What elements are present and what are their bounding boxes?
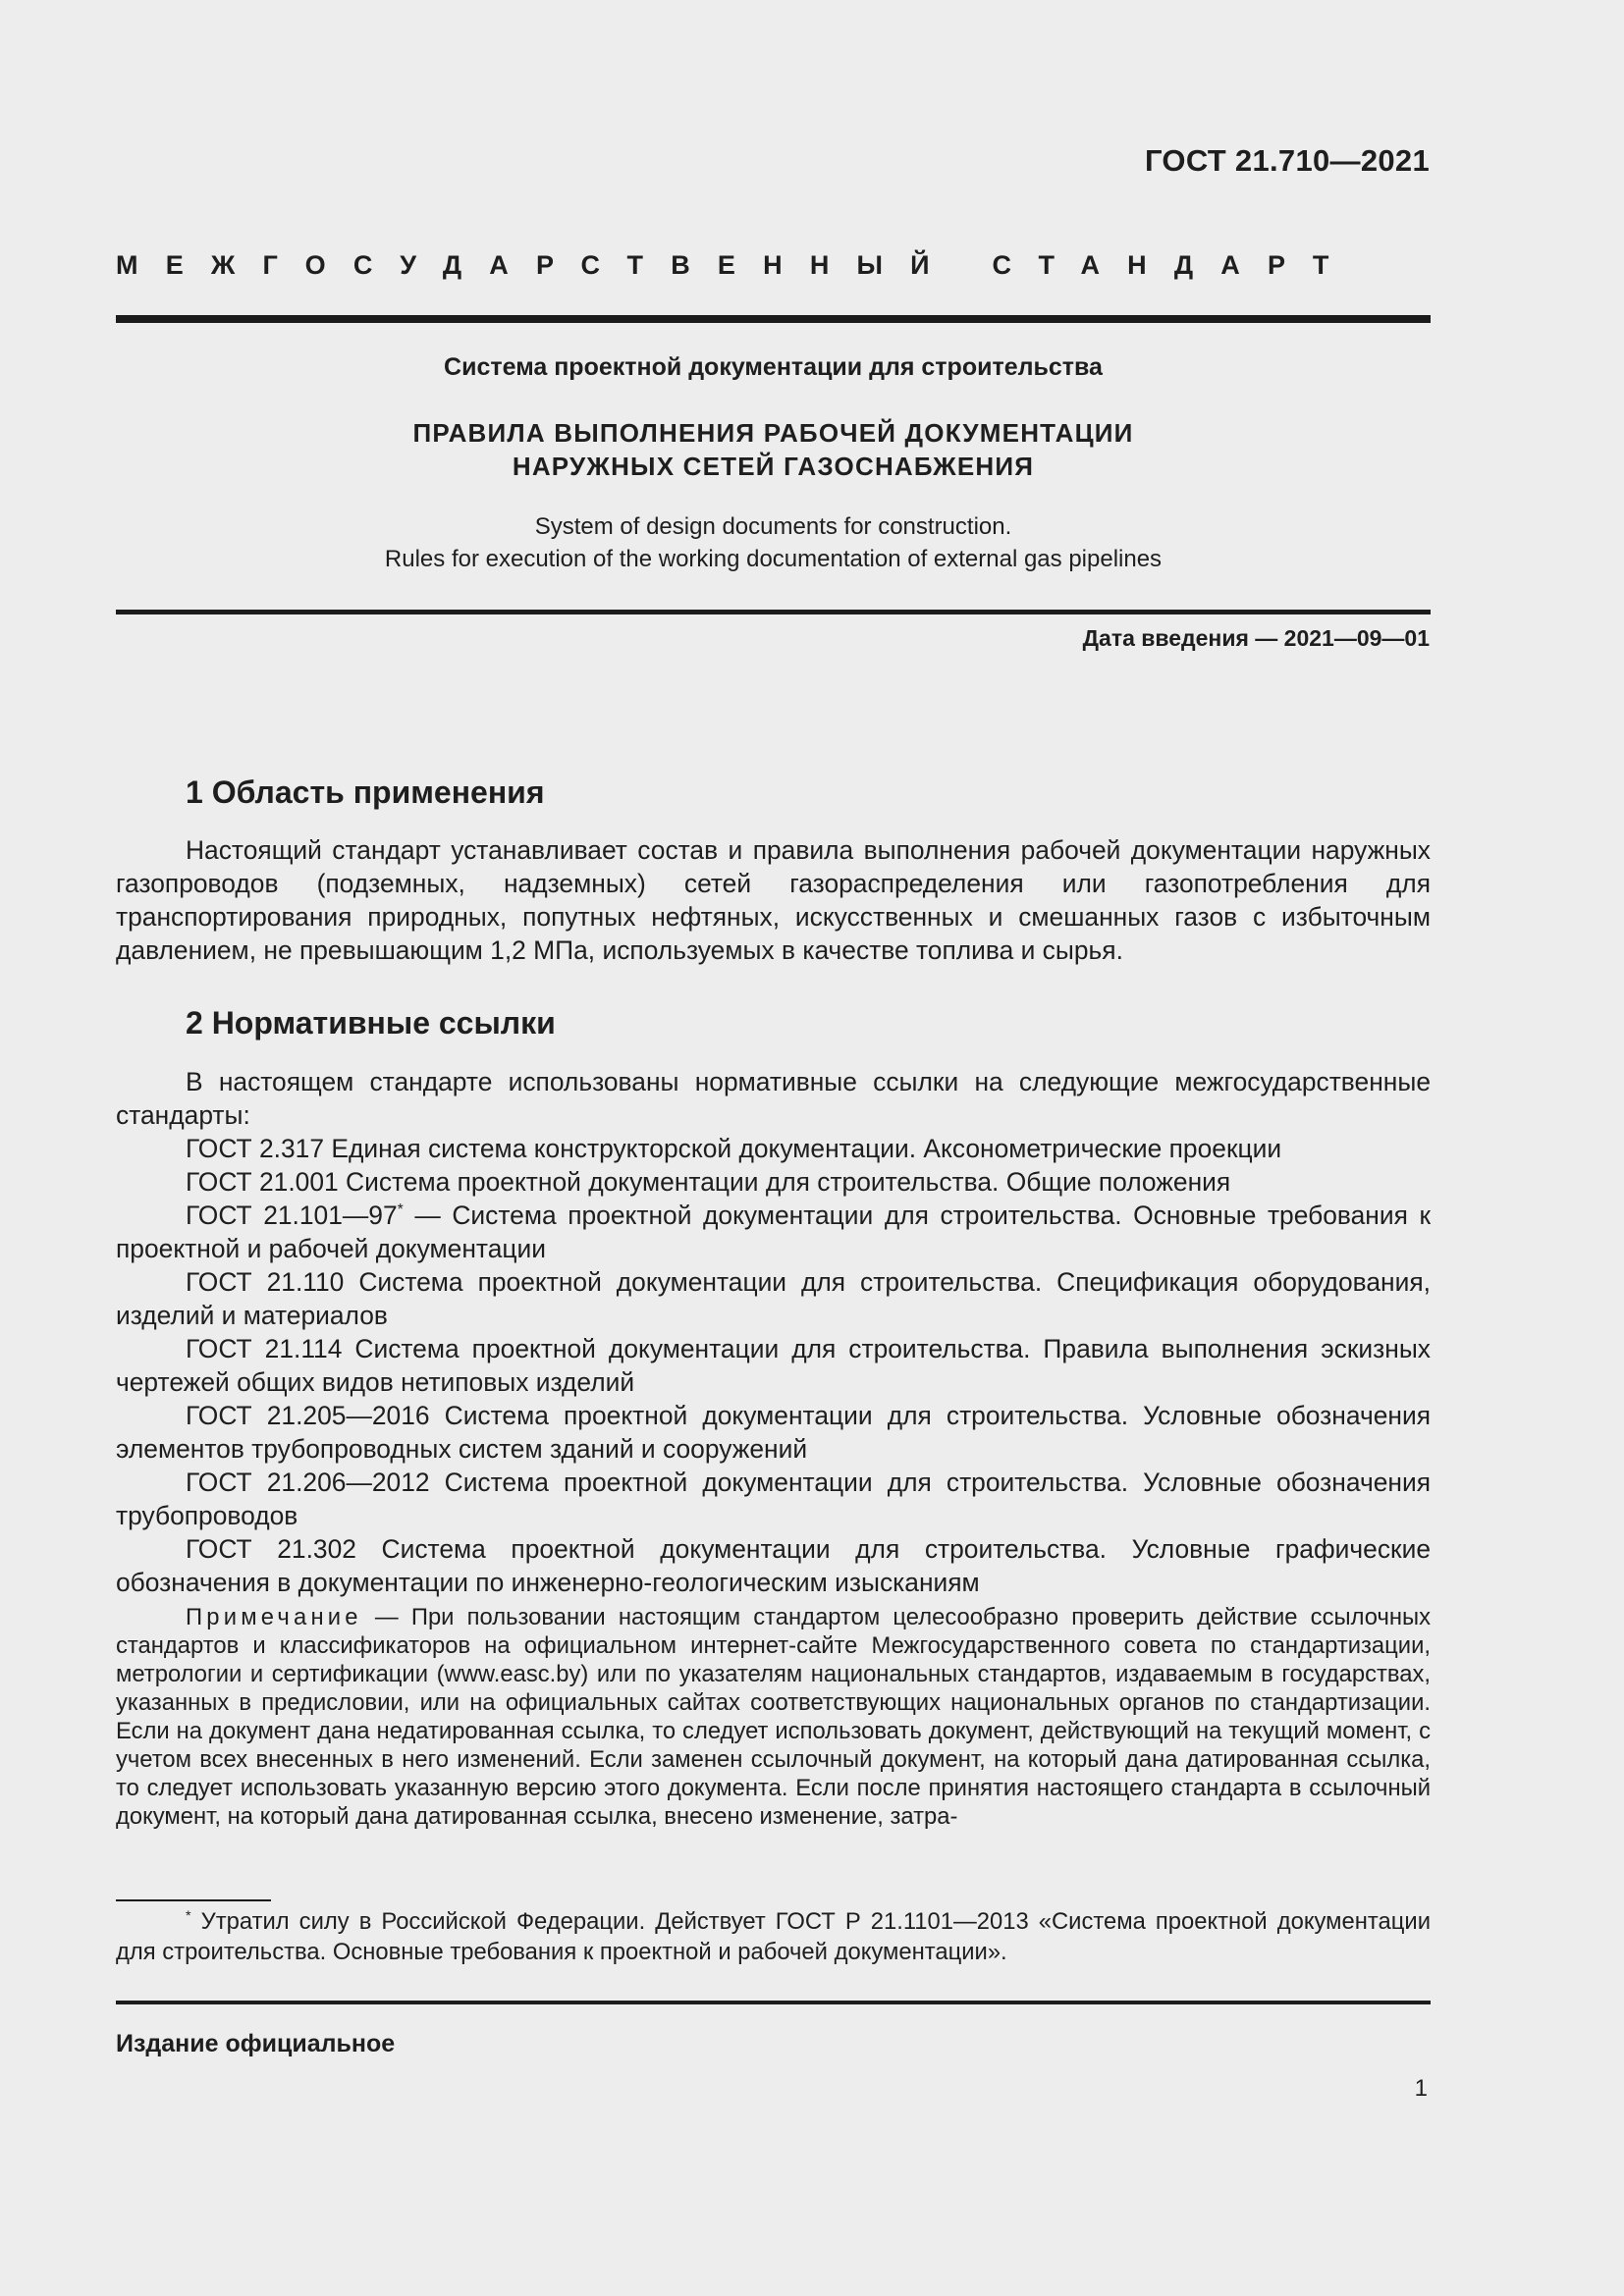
ref-item: ГОСТ 21.206—2012 Система проектной документации для строительства. Условные обозначения трубопроводов [116, 1468, 1431, 1530]
note-label: Примечание [186, 1604, 362, 1630]
ref-code: ГОСТ 21.101—97 [186, 1201, 398, 1230]
footnote-marker: * [397, 1201, 404, 1219]
section-1-heading: 1 Область применения [186, 774, 545, 810]
english-title [116, 510, 1431, 575]
title-line-1: ПРАВИЛА ВЫПОЛНЕНИЯ РАБОЧЕЙ ДОКУМЕНТАЦИИ [412, 418, 1134, 448]
footnote-text: Утратил силу в Российской Федерации. Действует ГОСТ Р 21.1101—2013 «Система проектной документации для строительства. Основные требования к проектной и рабочей документации». [116, 1908, 1431, 1965]
official-edition: Издание официальное [116, 2030, 396, 2057]
footnote-mark: * [186, 1908, 191, 1925]
gost-number: ГОСТ 21.710—2021 [1144, 143, 1430, 178]
date-rule [116, 610, 1431, 614]
standard-type: МЕЖГОСУДАРСТВЕННЫЙ СТАНДАРТ [116, 250, 1357, 280]
page-number: 1 [1414, 2075, 1428, 2102]
ref-desc: — Система проектной документации для строительства. Основные требования к проектной и рабочей документации [116, 1201, 1431, 1263]
section-2-intro: В настоящем стандарте использованы нормативные ссылки на следующие межгосударственные стандарты: [116, 1067, 1431, 1130]
section-2-heading: 2 Нормативные ссылки [186, 1005, 556, 1041]
note-text: — При пользовании настоящим стандартом целесообразно проверить действие ссылочных стандартов и классификаторов на официальном интернет-сайте Межгосударственного совета по стандартизации, метрологии и сертификации (www.easc.by) или по указателям национальных стандартов, издаваемым в государствах, указанных в предисловии, или на официальных сайтах соответствующих национальных органов по стандартизации. Если на документ дана недатированная ссылка, то следует использовать документ, действующий на текущий момент, с учетом всех внесенных в него изменений. Если заменен ссылочный документ, на который дана датированная ссылка, то следует использовать указанную версию этого документа. Если после принятия настоящего стандарта в ссылочный документ, на который дана датированная ссылка, внесено изменение, затра- [116, 1604, 1431, 1830]
ref-item: ГОСТ 21.001 Система проектной документации для строительства. Общие положения [186, 1167, 1231, 1197]
ref-item: ГОСТ 21.114 Система проектной документации для строительства. Правила выполнения эскизных чертежей общих видов нетиповых изделий [116, 1334, 1431, 1397]
introduction-date: Дата введения — 2021—09—01 [1082, 625, 1430, 651]
footnote-paragraph [116, 1906, 1431, 1967]
ref-item [116, 1199, 1431, 1265]
title-line-2: НАРУЖНЫХ СЕТЕЙ ГАЗОСНАБЖЕНИЯ [512, 452, 1035, 481]
document-title [116, 416, 1431, 483]
section-1-text: Настоящий стандарт устанавливает состав и правила выполнения рабочей документации наружных газопроводов (подземных, надземных) сетей газораспределения или газопотребления для транспортирования природных, попутных нефтяных, искусственных и смешанных газов с избыточным давлением, не превышающим 1,2 МПа, используемых в качестве топлива и сырья. [116, 835, 1431, 965]
english-line-1: System of design documents for construction. [534, 513, 1012, 540]
section-1-body [116, 833, 1431, 967]
section-2-body [116, 1065, 1431, 1599]
top-rule [116, 315, 1431, 323]
ref-item: ГОСТ 21.302 Система проектной документации для строительства. Условные графические обозначения в документации по инженерно-геологическим изысканиям [116, 1534, 1431, 1597]
ref-item: ГОСТ 21.110 Система проектной документации для строительства. Спецификация оборудования, изделий и материалов [116, 1267, 1431, 1330]
note-block [116, 1603, 1431, 1831]
ref-item: ГОСТ 21.205—2016 Система проектной документации для строительства. Условные обозначения элементов трубопроводных систем зданий и сооружений [116, 1401, 1431, 1464]
footnote [116, 1906, 1431, 1967]
ref-item: ГОСТ 2.317 Единая система конструкторской документации. Аксонометрические проекции [186, 1134, 1282, 1163]
footnote-rule [116, 1899, 271, 1901]
note-paragraph [116, 1603, 1431, 1831]
system-title: Система проектной документации для строительства [444, 353, 1103, 381]
english-line-2: Rules for execution of the working documentation of external gas pipelines [384, 546, 1163, 572]
footer-rule [116, 2001, 1431, 2004]
